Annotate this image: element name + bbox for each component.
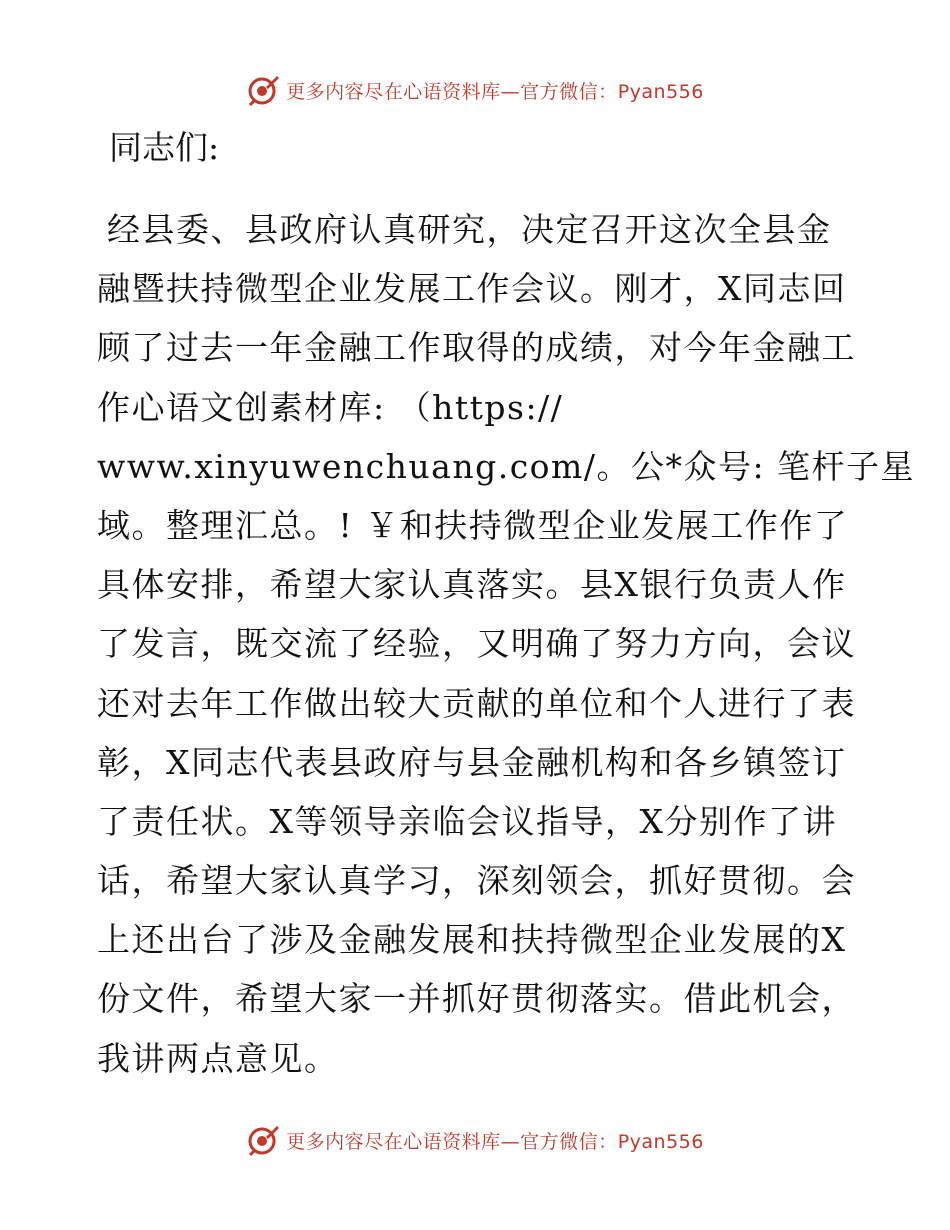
paragraph-line: 了责任状。X等领导亲临会议指导，X分别作了讲 <box>97 801 837 841</box>
paragraph-line: 融暨扶持微型企业发展工作会议。刚才，X同志回 <box>97 269 847 309</box>
salutation: 同志们: <box>109 128 220 167</box>
banner-wechat-label: 官方微信： <box>520 1130 618 1153</box>
paragraph-line: 了发言，既交流了经验，又明确了努力方向，会议 <box>97 624 856 664</box>
paragraph <box>97 200 916 1088</box>
paragraph-line: 经县委、县政府认真研究，决定召开这次全县金 <box>107 210 832 249</box>
paragraph-line: 话，希望大家认真学习，深刻领会，抓好贯彻。会 <box>97 861 856 901</box>
banner-site-text: 更多内容尽在心语资料库 <box>286 1130 501 1153</box>
paragraph-line: www.xinyuwenchuang.com/。公*众号: 笔杆子星 <box>97 446 916 486</box>
banner-site-text: 更多内容尽在心语资料库 <box>286 80 501 103</box>
banner-wechat-id: Pyan556 <box>617 1130 704 1153</box>
paragraph-line: 彰，X同志代表县政府与县金融机构和各乡镇签订 <box>97 742 847 782</box>
paragraph-line: 具体安排，希望大家认真落实。县X银行负责人作 <box>97 565 847 605</box>
paragraph-line: 顾了过去一年金融工作取得的成绩，对今年金融工 <box>97 328 856 368</box>
pen-logo-icon <box>246 1123 280 1157</box>
paragraph-line: 我讲两点意见。 <box>97 1038 339 1078</box>
paragraph-line: 份文件，希望大家一并抓好贯彻落实。借此机会， <box>97 979 856 1019</box>
banner-wechat-id: Pyan556 <box>617 80 704 103</box>
pen-logo-icon <box>246 73 280 107</box>
header-banner <box>0 70 950 110</box>
footer-banner <box>0 1120 950 1160</box>
paragraph-line: 还对去年工作做出较大贡献的单位和个人进行了表 <box>97 683 856 723</box>
paragraph-line: 作心语文创素材库: （https:// <box>97 387 564 427</box>
paragraph-line: 上还出台了涉及金融发展和扶持微型企业发展的X <box>97 920 847 960</box>
document-body <box>97 120 916 1088</box>
paragraph-line: 域。整理汇总。! ￥和扶持微型企业发展工作作了 <box>97 505 849 545</box>
banner-text <box>286 1127 704 1154</box>
banner-wechat-label: 官方微信： <box>520 80 618 103</box>
banner-separator: — <box>500 1130 521 1153</box>
banner-text <box>286 77 704 104</box>
banner-separator: — <box>500 80 521 103</box>
